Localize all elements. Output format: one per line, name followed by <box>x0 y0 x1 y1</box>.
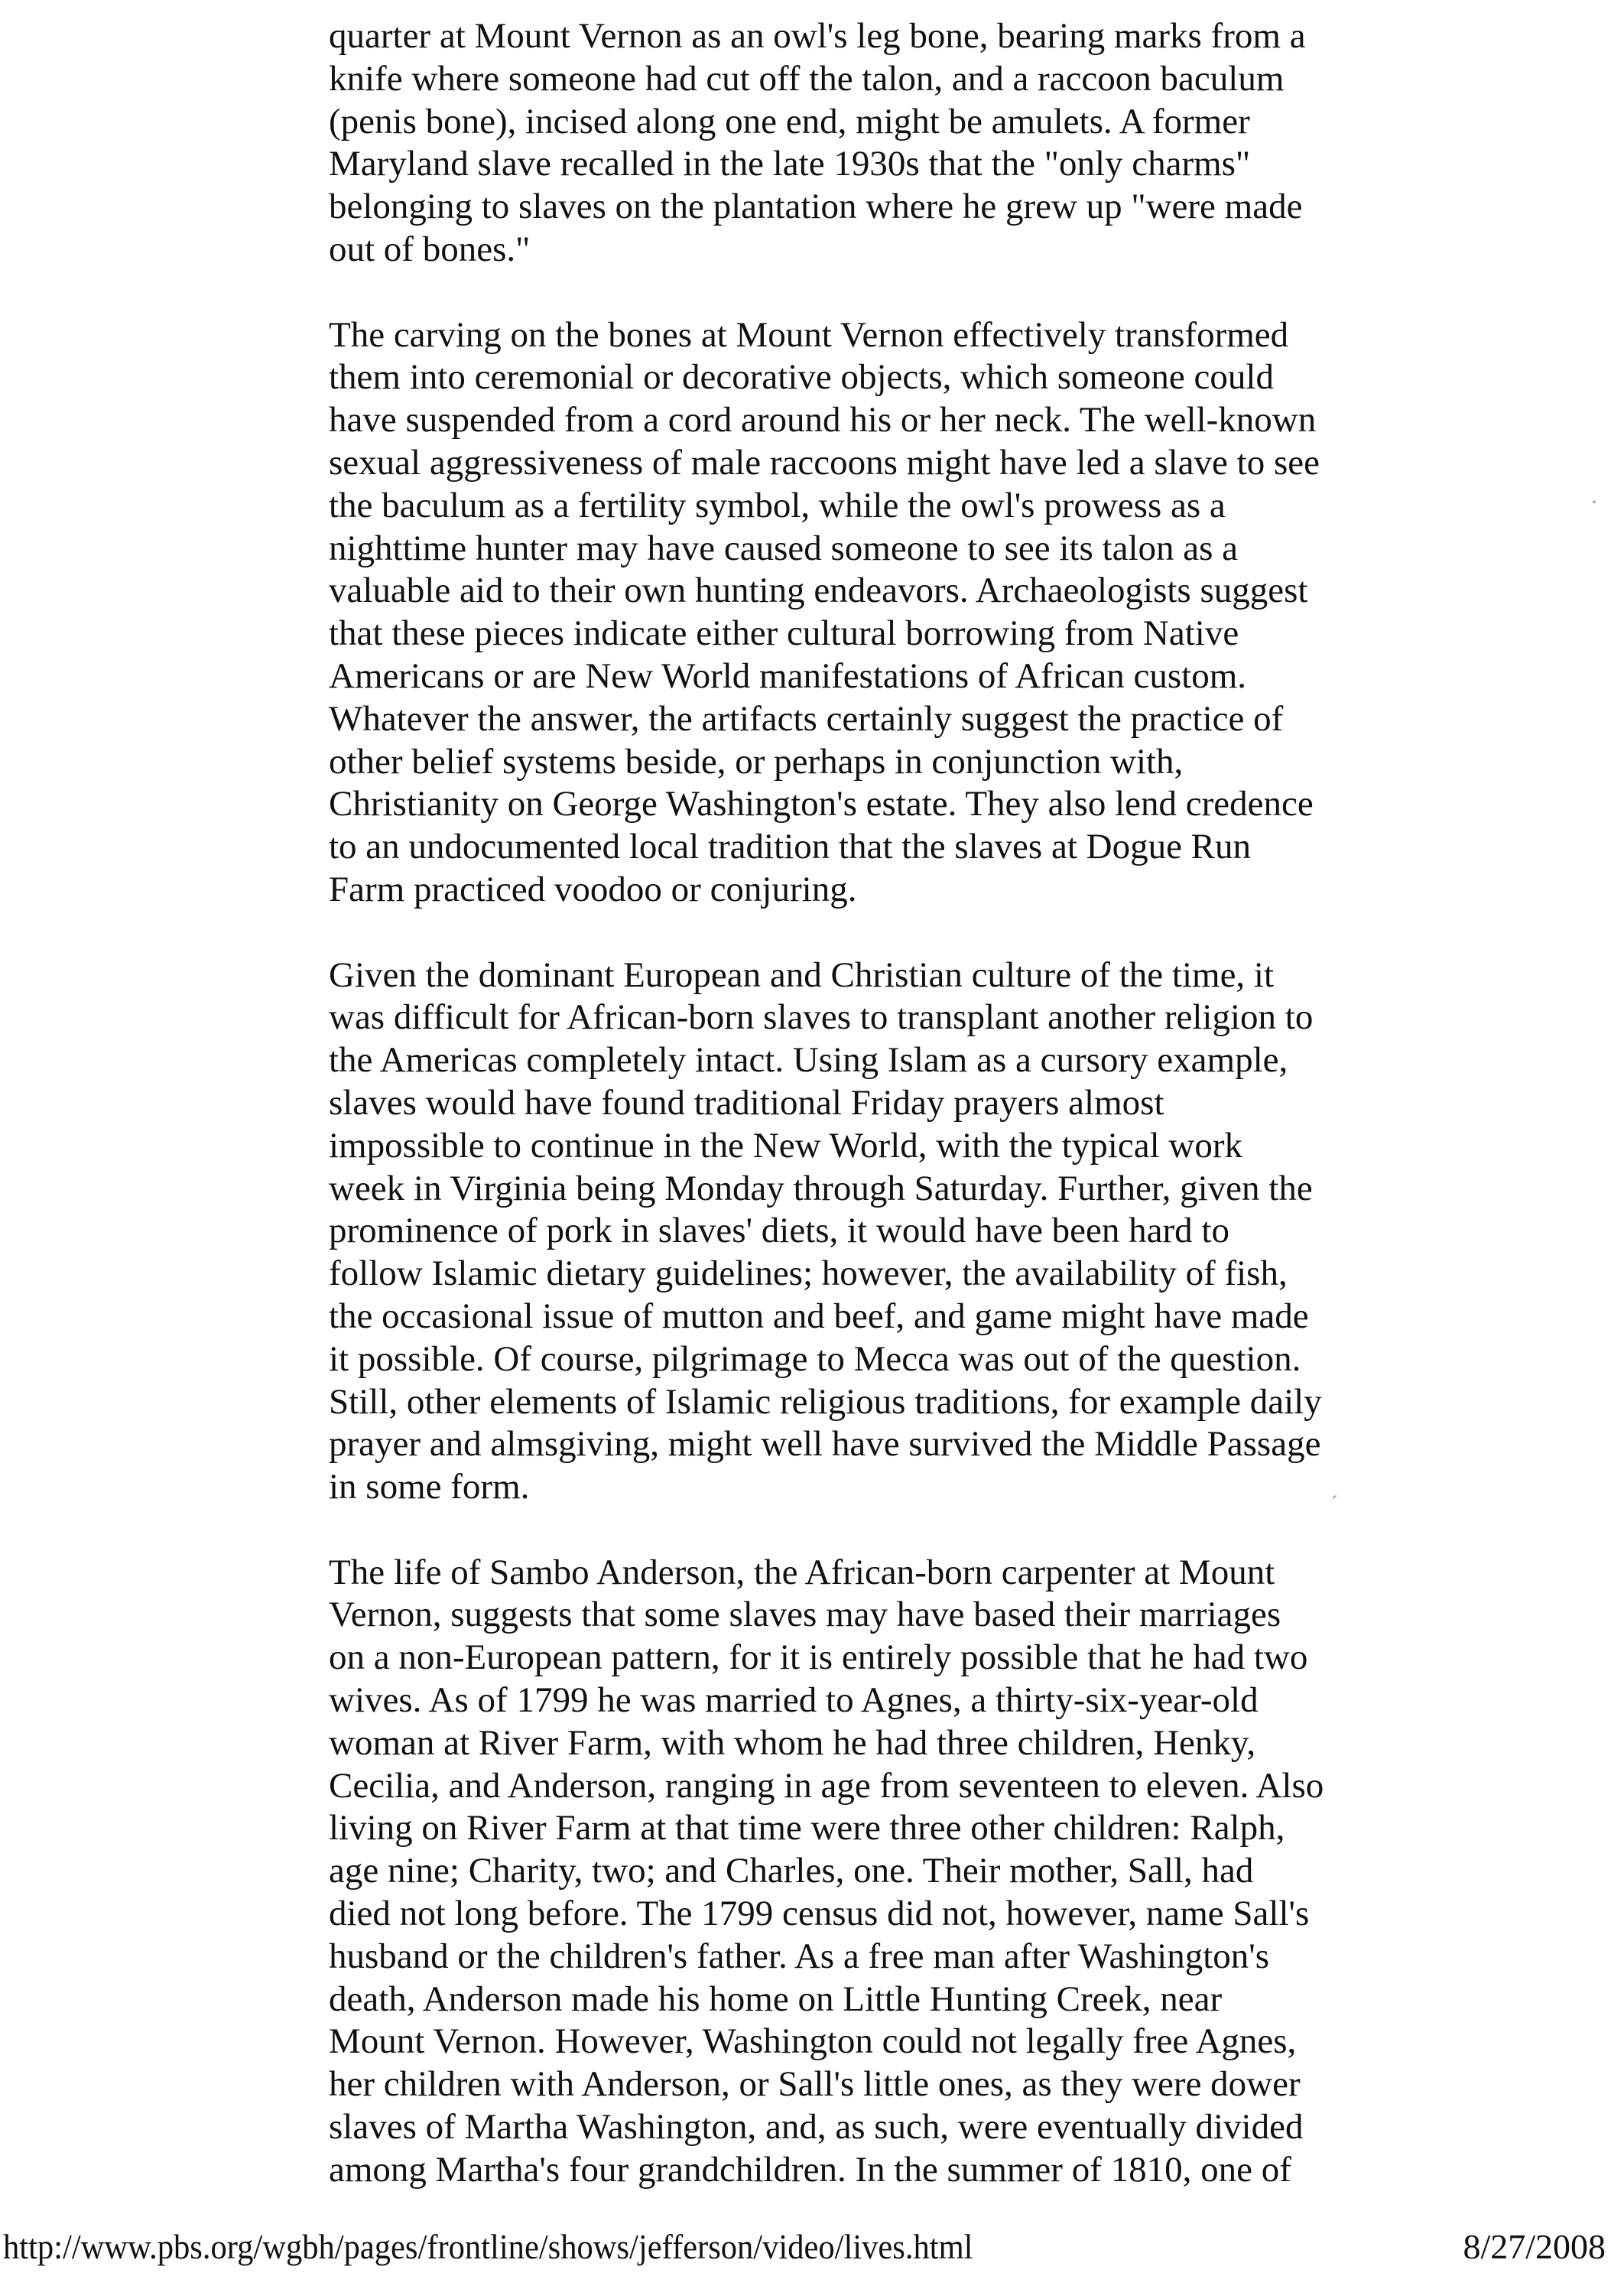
text-line: slaves would have found traditional Friday prayers almost <box>329 1082 1164 1123</box>
text-line: The carving on the bones at Mount Vernon effectively transformed <box>329 314 1289 355</box>
text-line: slaves of Martha Washington, and, as such, were eventually divided <box>329 2107 1304 2148</box>
text-line: age nine; Charity, two; and Charles, one. Their mother, Sall, had <box>329 1851 1254 1891</box>
paragraph <box>329 954 1476 1509</box>
text-line: on a non-European pattern, for it is entirely possible that he had two <box>329 1637 1308 1678</box>
paragraph <box>329 1552 1476 2192</box>
text-line: follow Islamic dietary guidelines; however, the availability of fish, <box>329 1253 1288 1294</box>
text-line: quarter at Mount Vernon as an owl's leg bone, bearing marks from a <box>329 16 1306 56</box>
text-line: have suspended from a cord around his or her neck. The well-known <box>329 400 1317 441</box>
paragraph <box>329 15 1476 271</box>
paragraph <box>329 314 1476 912</box>
text-line: that these pieces indicate either cultural borrowing from Native <box>329 613 1239 654</box>
text-line: Christianity on George Washington's estate. They also lend credence <box>329 784 1314 824</box>
text-line: knife where someone had cut off the talon, and a raccoon baculum <box>329 58 1285 99</box>
text-line: living on River Farm at that time were three other children: Ralph, <box>329 1808 1285 1848</box>
article-body <box>329 15 1476 2192</box>
text-line: Given the dominant European and Christian culture of the time, it <box>329 954 1275 995</box>
text-line: The life of Sambo Anderson, the African-born carpenter at Mount <box>329 1552 1275 1592</box>
text-line: Americans or are New World manifestations of African custom. <box>329 655 1247 696</box>
text-line: Still, other elements of Islamic religious traditions, for example daily <box>329 1381 1322 1422</box>
paragraph-gap <box>329 912 1476 954</box>
text-line: the Americas completely intact. Using Islam as a cursory example, <box>329 1040 1288 1081</box>
text-line: Maryland slave recalled in the late 1930s that the "only charms" <box>329 144 1251 184</box>
text-line: the occasional issue of mutton and beef, and game might have made <box>329 1296 1309 1336</box>
text-line: the baculum as a fertility symbol, while the owl's prowess as a <box>329 485 1226 525</box>
scan-speck: · <box>1590 489 1598 515</box>
text-line: in some form. <box>329 1467 530 1507</box>
text-line: other belief systems beside, or perhaps in conjunction with, <box>329 741 1184 782</box>
paragraph-gap <box>329 271 1476 314</box>
text-line: prominence of pork in slaves' diets, it would have been hard to <box>329 1211 1229 1251</box>
text-line: Whatever the answer, the artifacts certainly suggest the practice of <box>329 698 1284 739</box>
text-line: her children with Anderson, or Sall's little ones, as they were dower <box>329 2064 1301 2105</box>
text-line: wives. As of 1799 he was married to Agnes, a thirty-six-year-old <box>329 1680 1259 1721</box>
text-line: Cecilia, and Anderson, ranging in age from seventeen to eleven. Also <box>329 1765 1324 1806</box>
footer-date: 8/27/2008 <box>1463 2227 1606 2266</box>
text-line: prayer and almsgiving, might well have survived the Middle Passage <box>329 1424 1321 1465</box>
text-line: to an undocumented local tradition that the slaves at Dogue Run <box>329 827 1252 867</box>
text-line: death, Anderson made his home on Little Hunting Creek, near <box>329 1978 1223 2019</box>
text-line: them into ceremonial or decorative objects, which someone could <box>329 357 1274 398</box>
text-line: nighttime hunter may have caused someone to see its talon as a <box>329 528 1239 568</box>
text-line: Vernon, suggests that some slaves may have based their marriages <box>329 1595 1281 1635</box>
text-line: belonging to slaves on the plantation where he grew up "were made <box>329 187 1303 227</box>
text-line: husband or the children's father. As a free man after Washington's <box>329 1936 1270 1976</box>
text-line: died not long before. The 1799 census did not, however, name Sall's <box>329 1894 1310 1934</box>
print-footer <box>0 2224 1624 2270</box>
text-line: it possible. Of course, pilgrimage to Mecca was out of the question. <box>329 1338 1301 1379</box>
text-line: (penis bone), incised along one end, might be amulets. A former <box>329 101 1250 141</box>
text-line: among Martha's four grandchildren. In the summer of 1810, one of <box>329 2149 1291 2190</box>
text-line: week in Virginia being Monday through Saturday. Further, given the <box>329 1168 1313 1208</box>
text-line: woman at River Farm, with whom he had three children, Henky, <box>329 1722 1256 1763</box>
text-line: was difficult for African-born slaves to transplant another religion to <box>329 997 1314 1038</box>
text-line: out of bones." <box>329 229 531 269</box>
paragraph-gap <box>329 1509 1476 1552</box>
text-line: impossible to continue in the New World, with the typical work <box>329 1125 1242 1166</box>
text-line: sexual aggressiveness of male raccoons might have led a slave to see <box>329 442 1320 483</box>
text-line: valuable aid to their own hunting endeavors. Archaeologists suggest <box>329 571 1308 611</box>
text-line: Mount Vernon. However, Washington could not legally free Agnes, <box>329 2021 1297 2062</box>
scan-speck: ˊ <box>1330 1491 1338 1517</box>
footer-url[interactable]: http://www.pbs.org/wgbh/pages/frontline/shows/jefferson/video/lives.html <box>3 2227 973 2266</box>
text-line: Farm practiced voodoo or conjuring. <box>329 869 857 909</box>
